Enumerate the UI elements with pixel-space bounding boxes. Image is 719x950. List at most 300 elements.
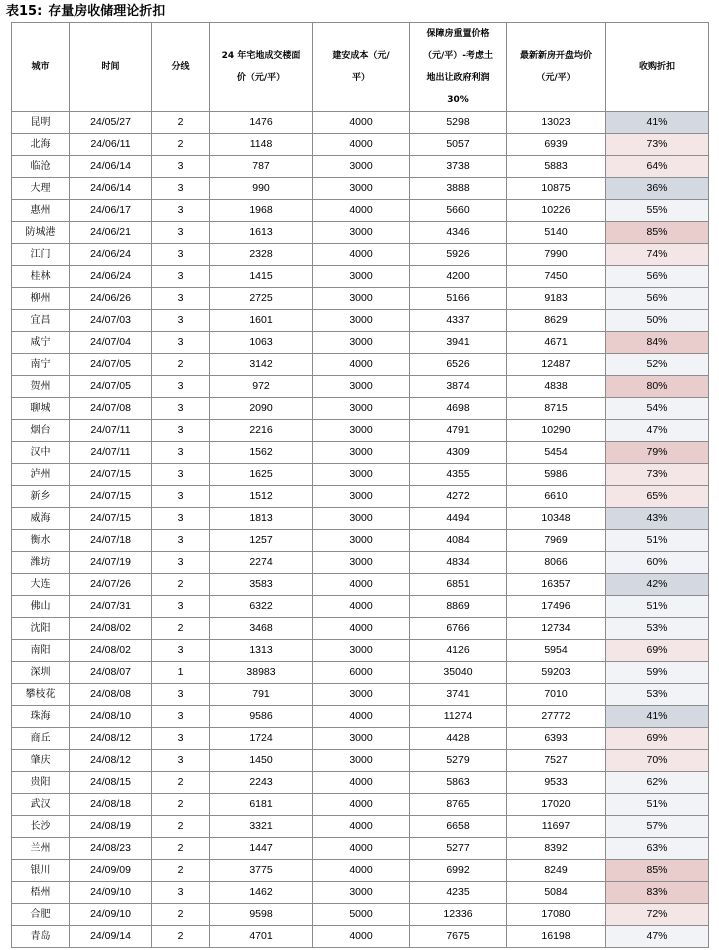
- cell-new-home-price: 8392: [507, 838, 606, 860]
- cell-discount: 69%: [606, 640, 709, 662]
- cell-discount: 55%: [606, 200, 709, 222]
- cell-tier: 3: [152, 442, 210, 464]
- cell-construction-cost: 3000: [313, 310, 410, 332]
- cell-construction-cost: 3000: [313, 640, 410, 662]
- cell-land-price: 791: [210, 684, 313, 706]
- cell-tier: 3: [152, 486, 210, 508]
- cell-date: 24/07/11: [70, 420, 152, 442]
- cell-date: 24/08/07: [70, 662, 152, 684]
- cell-city: 兰州: [12, 838, 70, 860]
- cell-date: 24/09/14: [70, 926, 152, 948]
- cell-new-home-price: 12734: [507, 618, 606, 640]
- table-row: [12, 442, 709, 464]
- cell-tier: 2: [152, 860, 210, 882]
- cell-land-price: 1968: [210, 200, 313, 222]
- cell-tier: 3: [152, 464, 210, 486]
- cell-discount: 59%: [606, 662, 709, 684]
- cell-construction-cost: 4000: [313, 574, 410, 596]
- cell-construction-cost: 4000: [313, 354, 410, 376]
- table-row: [12, 222, 709, 244]
- table-row: [12, 838, 709, 860]
- cell-replacement-price: 3741: [410, 684, 507, 706]
- cell-city: 潍坊: [12, 552, 70, 574]
- cell-date: 24/07/08: [70, 398, 152, 420]
- cell-date: 24/07/11: [70, 442, 152, 464]
- cell-new-home-price: 13023: [507, 112, 606, 134]
- cell-discount: 73%: [606, 134, 709, 156]
- cell-replacement-price: 4428: [410, 728, 507, 750]
- cell-construction-cost: 4000: [313, 860, 410, 882]
- cell-land-price: 1476: [210, 112, 313, 134]
- cell-construction-cost: 3000: [313, 442, 410, 464]
- cell-construction-cost: 3000: [313, 332, 410, 354]
- discount-table: [11, 22, 709, 948]
- cell-tier: 3: [152, 266, 210, 288]
- table-row: [12, 750, 709, 772]
- cell-city: 威海: [12, 508, 70, 530]
- cell-date: 24/06/24: [70, 266, 152, 288]
- table-row: [12, 684, 709, 706]
- column-header-line: 地出让政府利润: [426, 73, 490, 83]
- cell-new-home-price: 17496: [507, 596, 606, 618]
- cell-tier: 2: [152, 794, 210, 816]
- cell-discount: 85%: [606, 222, 709, 244]
- column-header-line: 城市: [31, 62, 50, 72]
- cell-construction-cost: 3000: [313, 464, 410, 486]
- cell-city: 聊城: [12, 398, 70, 420]
- cell-construction-cost: 3000: [313, 222, 410, 244]
- cell-tier: 3: [152, 310, 210, 332]
- cell-discount: 43%: [606, 508, 709, 530]
- cell-construction-cost: 3000: [313, 178, 410, 200]
- cell-new-home-price: 6939: [507, 134, 606, 156]
- cell-new-home-price: 5140: [507, 222, 606, 244]
- column-header-land-price: [210, 23, 313, 112]
- cell-discount: 41%: [606, 112, 709, 134]
- cell-discount: 62%: [606, 772, 709, 794]
- table-row: [12, 200, 709, 222]
- cell-construction-cost: 4000: [313, 794, 410, 816]
- cell-tier: 3: [152, 332, 210, 354]
- cell-construction-cost: 3000: [313, 508, 410, 530]
- cell-date: 24/09/10: [70, 904, 152, 926]
- cell-replacement-price: 4235: [410, 882, 507, 904]
- cell-date: 24/08/02: [70, 640, 152, 662]
- column-header-date: [70, 23, 152, 112]
- cell-discount: 60%: [606, 552, 709, 574]
- table-row: [12, 134, 709, 156]
- cell-new-home-price: 7527: [507, 750, 606, 772]
- cell-discount: 69%: [606, 728, 709, 750]
- cell-city: 惠州: [12, 200, 70, 222]
- cell-tier: 3: [152, 508, 210, 530]
- cell-city: 咸宁: [12, 332, 70, 354]
- table-row: [12, 904, 709, 926]
- table-row: [12, 596, 709, 618]
- table-title: 存量房收储理论折扣: [48, 4, 166, 19]
- cell-date: 24/07/15: [70, 464, 152, 486]
- cell-date: 24/07/05: [70, 354, 152, 376]
- table-row: [12, 860, 709, 882]
- cell-date: 24/05/27: [70, 112, 152, 134]
- cell-new-home-price: 10290: [507, 420, 606, 442]
- cell-replacement-price: 11274: [410, 706, 507, 728]
- cell-date: 24/07/26: [70, 574, 152, 596]
- cell-replacement-price: 35040: [410, 662, 507, 684]
- cell-discount: 79%: [606, 442, 709, 464]
- cell-replacement-price: 4272: [410, 486, 507, 508]
- cell-replacement-price: 12336: [410, 904, 507, 926]
- cell-replacement-price: 4126: [410, 640, 507, 662]
- cell-replacement-price: 6992: [410, 860, 507, 882]
- cell-city: 南阳: [12, 640, 70, 662]
- table-row: [12, 486, 709, 508]
- cell-new-home-price: 27772: [507, 706, 606, 728]
- cell-new-home-price: 12487: [507, 354, 606, 376]
- cell-land-price: 1415: [210, 266, 313, 288]
- cell-construction-cost: 3000: [313, 750, 410, 772]
- cell-date: 24/06/17: [70, 200, 152, 222]
- cell-city: 北海: [12, 134, 70, 156]
- cell-land-price: 9598: [210, 904, 313, 926]
- cell-construction-cost: 4000: [313, 838, 410, 860]
- cell-discount: 57%: [606, 816, 709, 838]
- cell-replacement-price: 6658: [410, 816, 507, 838]
- cell-land-price: 1257: [210, 530, 313, 552]
- cell-new-home-price: 5084: [507, 882, 606, 904]
- cell-city: 昆明: [12, 112, 70, 134]
- cell-date: 24/07/15: [70, 508, 152, 530]
- cell-discount: 53%: [606, 618, 709, 640]
- cell-replacement-price: 6851: [410, 574, 507, 596]
- cell-city: 长沙: [12, 816, 70, 838]
- table-row: [12, 640, 709, 662]
- cell-replacement-price: 4355: [410, 464, 507, 486]
- cell-land-price: 1813: [210, 508, 313, 530]
- column-header-discount: [606, 23, 709, 112]
- cell-discount: 85%: [606, 860, 709, 882]
- cell-tier: 2: [152, 816, 210, 838]
- column-header-line: （元/平）: [536, 73, 576, 83]
- cell-tier: 3: [152, 222, 210, 244]
- cell-replacement-price: 5279: [410, 750, 507, 772]
- cell-replacement-price: 5926: [410, 244, 507, 266]
- column-header-line: 24 年宅地成交楼面: [221, 51, 301, 61]
- cell-tier: 2: [152, 354, 210, 376]
- cell-construction-cost: 5000: [313, 904, 410, 926]
- cell-new-home-price: 9533: [507, 772, 606, 794]
- cell-tier: 3: [152, 728, 210, 750]
- cell-construction-cost: 4000: [313, 596, 410, 618]
- cell-discount: 65%: [606, 486, 709, 508]
- table-row: [12, 244, 709, 266]
- cell-new-home-price: 10348: [507, 508, 606, 530]
- cell-new-home-price: 5454: [507, 442, 606, 464]
- cell-discount: 51%: [606, 794, 709, 816]
- cell-discount: 63%: [606, 838, 709, 860]
- column-header-line: 收购折扣: [638, 62, 675, 72]
- cell-tier: 3: [152, 530, 210, 552]
- cell-replacement-price: 4346: [410, 222, 507, 244]
- cell-discount: 72%: [606, 904, 709, 926]
- cell-new-home-price: 7969: [507, 530, 606, 552]
- cell-city: 大连: [12, 574, 70, 596]
- cell-new-home-price: 6610: [507, 486, 606, 508]
- cell-construction-cost: 4000: [313, 618, 410, 640]
- cell-tier: 3: [152, 684, 210, 706]
- cell-discount: 41%: [606, 706, 709, 728]
- cell-construction-cost: 3000: [313, 728, 410, 750]
- cell-new-home-price: 16198: [507, 926, 606, 948]
- cell-new-home-price: 5954: [507, 640, 606, 662]
- cell-date: 24/06/14: [70, 178, 152, 200]
- cell-city: 南宁: [12, 354, 70, 376]
- cell-tier: 3: [152, 178, 210, 200]
- table-row: [12, 552, 709, 574]
- cell-tier: 2: [152, 838, 210, 860]
- cell-replacement-price: 5057: [410, 134, 507, 156]
- cell-land-price: 3468: [210, 618, 313, 640]
- cell-date: 24/06/24: [70, 244, 152, 266]
- cell-city: 衡水: [12, 530, 70, 552]
- cell-tier: 3: [152, 200, 210, 222]
- cell-construction-cost: 3000: [313, 398, 410, 420]
- cell-city: 商丘: [12, 728, 70, 750]
- cell-land-price: 787: [210, 156, 313, 178]
- cell-land-price: 3142: [210, 354, 313, 376]
- cell-land-price: 1512: [210, 486, 313, 508]
- cell-land-price: 3321: [210, 816, 313, 838]
- cell-city: 佛山: [12, 596, 70, 618]
- cell-new-home-price: 8066: [507, 552, 606, 574]
- cell-discount: 84%: [606, 332, 709, 354]
- cell-new-home-price: 8715: [507, 398, 606, 420]
- cell-city: 贺州: [12, 376, 70, 398]
- cell-new-home-price: 10226: [507, 200, 606, 222]
- column-header-replacement-price: [410, 23, 507, 112]
- cell-date: 24/07/19: [70, 552, 152, 574]
- cell-city: 梧州: [12, 882, 70, 904]
- cell-tier: 3: [152, 640, 210, 662]
- cell-date: 24/07/31: [70, 596, 152, 618]
- table-row: [12, 926, 709, 948]
- cell-date: 24/08/08: [70, 684, 152, 706]
- cell-land-price: 990: [210, 178, 313, 200]
- cell-discount: 80%: [606, 376, 709, 398]
- cell-tier: 3: [152, 156, 210, 178]
- cell-construction-cost: 4000: [313, 816, 410, 838]
- table-row: [12, 420, 709, 442]
- table-body: [12, 112, 709, 948]
- cell-date: 24/08/19: [70, 816, 152, 838]
- cell-replacement-price: 4698: [410, 398, 507, 420]
- cell-discount: 42%: [606, 574, 709, 596]
- cell-discount: 56%: [606, 288, 709, 310]
- cell-discount: 73%: [606, 464, 709, 486]
- cell-land-price: 1601: [210, 310, 313, 332]
- cell-city: 合肥: [12, 904, 70, 926]
- table-row: [12, 772, 709, 794]
- cell-replacement-price: 4791: [410, 420, 507, 442]
- cell-construction-cost: 4000: [313, 706, 410, 728]
- cell-discount: 36%: [606, 178, 709, 200]
- cell-land-price: 1063: [210, 332, 313, 354]
- cell-replacement-price: 4084: [410, 530, 507, 552]
- cell-land-price: 2274: [210, 552, 313, 574]
- column-header-line: 分线: [171, 62, 190, 72]
- cell-replacement-price: 5660: [410, 200, 507, 222]
- cell-construction-cost: 4000: [313, 200, 410, 222]
- cell-replacement-price: 7675: [410, 926, 507, 948]
- cell-construction-cost: 3000: [313, 486, 410, 508]
- cell-date: 24/08/10: [70, 706, 152, 728]
- cell-tier: 3: [152, 750, 210, 772]
- cell-discount: 52%: [606, 354, 709, 376]
- cell-land-price: 1447: [210, 838, 313, 860]
- cell-new-home-price: 4838: [507, 376, 606, 398]
- cell-date: 24/08/23: [70, 838, 152, 860]
- cell-new-home-price: 5883: [507, 156, 606, 178]
- cell-replacement-price: 6526: [410, 354, 507, 376]
- cell-tier: 3: [152, 420, 210, 442]
- table-row: [12, 706, 709, 728]
- cell-land-price: 6181: [210, 794, 313, 816]
- cell-tier: 2: [152, 574, 210, 596]
- cell-tier: 2: [152, 618, 210, 640]
- cell-date: 24/07/15: [70, 486, 152, 508]
- cell-land-price: 9586: [210, 706, 313, 728]
- cell-new-home-price: 7990: [507, 244, 606, 266]
- cell-discount: 51%: [606, 530, 709, 552]
- cell-land-price: 1625: [210, 464, 313, 486]
- column-header-line: （元/平）-考虑土: [422, 51, 494, 61]
- cell-date: 24/06/14: [70, 156, 152, 178]
- cell-discount: 53%: [606, 684, 709, 706]
- cell-city: 深圳: [12, 662, 70, 684]
- cell-city: 桂林: [12, 266, 70, 288]
- cell-city: 大理: [12, 178, 70, 200]
- cell-date: 24/06/26: [70, 288, 152, 310]
- cell-replacement-price: 4200: [410, 266, 507, 288]
- cell-construction-cost: 3000: [313, 266, 410, 288]
- cell-new-home-price: 17020: [507, 794, 606, 816]
- cell-construction-cost: 4000: [313, 112, 410, 134]
- cell-city: 宜昌: [12, 310, 70, 332]
- table-row: [12, 574, 709, 596]
- cell-land-price: 1148: [210, 134, 313, 156]
- cell-land-price: 1313: [210, 640, 313, 662]
- column-header-new-home-price: [507, 23, 606, 112]
- cell-land-price: 1462: [210, 882, 313, 904]
- cell-replacement-price: 4834: [410, 552, 507, 574]
- cell-city: 新乡: [12, 486, 70, 508]
- cell-new-home-price: 7010: [507, 684, 606, 706]
- cell-city: 青岛: [12, 926, 70, 948]
- cell-city: 贵阳: [12, 772, 70, 794]
- cell-city: 防城港: [12, 222, 70, 244]
- cell-replacement-price: 3738: [410, 156, 507, 178]
- cell-land-price: 2090: [210, 398, 313, 420]
- cell-construction-cost: 3000: [313, 156, 410, 178]
- cell-construction-cost: 3000: [313, 882, 410, 904]
- cell-new-home-price: 6393: [507, 728, 606, 750]
- cell-city: 柳州: [12, 288, 70, 310]
- cell-replacement-price: 4309: [410, 442, 507, 464]
- column-header-line: 保障房重置价格: [426, 29, 490, 39]
- cell-construction-cost: 6000: [313, 662, 410, 684]
- cell-discount: 64%: [606, 156, 709, 178]
- cell-date: 24/07/05: [70, 376, 152, 398]
- cell-tier: 3: [152, 706, 210, 728]
- cell-land-price: 2725: [210, 288, 313, 310]
- cell-discount: 47%: [606, 926, 709, 948]
- cell-land-price: 1562: [210, 442, 313, 464]
- cell-discount: 56%: [606, 266, 709, 288]
- cell-new-home-price: 16357: [507, 574, 606, 596]
- cell-date: 24/07/18: [70, 530, 152, 552]
- cell-tier: 3: [152, 244, 210, 266]
- cell-discount: 70%: [606, 750, 709, 772]
- table-row: [12, 354, 709, 376]
- cell-date: 24/06/11: [70, 134, 152, 156]
- cell-land-price: 1450: [210, 750, 313, 772]
- header-row: [12, 23, 709, 112]
- cell-land-price: 3583: [210, 574, 313, 596]
- table-row: [12, 376, 709, 398]
- cell-land-price: 1724: [210, 728, 313, 750]
- column-header-line: 30%: [447, 95, 469, 105]
- cell-new-home-price: 17080: [507, 904, 606, 926]
- table-caption: [6, 2, 165, 22]
- cell-replacement-price: 8869: [410, 596, 507, 618]
- cell-replacement-price: 3888: [410, 178, 507, 200]
- cell-new-home-price: 10875: [507, 178, 606, 200]
- cell-replacement-price: 3874: [410, 376, 507, 398]
- cell-replacement-price: 4494: [410, 508, 507, 530]
- cell-replacement-price: 6766: [410, 618, 507, 640]
- cell-new-home-price: 7450: [507, 266, 606, 288]
- cell-new-home-price: 8249: [507, 860, 606, 882]
- cell-date: 24/07/04: [70, 332, 152, 354]
- cell-city: 珠海: [12, 706, 70, 728]
- column-header-tier: [152, 23, 210, 112]
- cell-new-home-price: 8629: [507, 310, 606, 332]
- cell-replacement-price: 5298: [410, 112, 507, 134]
- cell-construction-cost: 3000: [313, 420, 410, 442]
- cell-tier: 2: [152, 112, 210, 134]
- cell-replacement-price: 4337: [410, 310, 507, 332]
- cell-construction-cost: 3000: [313, 684, 410, 706]
- table-row: [12, 266, 709, 288]
- cell-replacement-price: 5277: [410, 838, 507, 860]
- cell-city: 临沧: [12, 156, 70, 178]
- column-header-line: 价（元/平）: [236, 73, 286, 83]
- column-header-construction-cost: [313, 23, 410, 112]
- cell-discount: 50%: [606, 310, 709, 332]
- table-row: [12, 156, 709, 178]
- table-row: [12, 618, 709, 640]
- cell-tier: 3: [152, 552, 210, 574]
- table-row: [12, 530, 709, 552]
- table-number: 表15:: [6, 4, 43, 19]
- cell-land-price: 4701: [210, 926, 313, 948]
- cell-city: 银川: [12, 860, 70, 882]
- cell-city: 武汉: [12, 794, 70, 816]
- table-row: [12, 332, 709, 354]
- table-row: [12, 816, 709, 838]
- cell-replacement-price: 5166: [410, 288, 507, 310]
- cell-tier: 3: [152, 376, 210, 398]
